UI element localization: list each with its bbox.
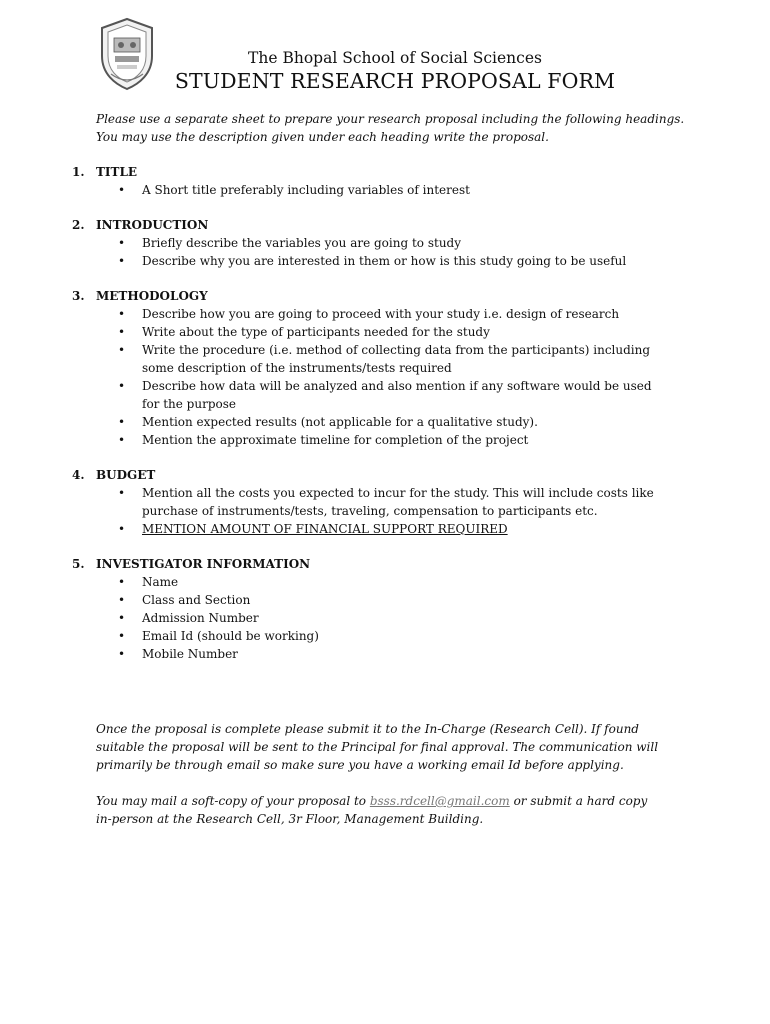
- bullet-list: [72, 305, 692, 449]
- bullet-list: [72, 573, 692, 663]
- list-item: • Mention all the costs you expected to incur for the study. This will include costs like purchase of instruments/tests, traveling, compensation to participants etc.: [72, 484, 662, 520]
- section-methodology: [72, 287, 692, 449]
- section-number: 4.: [72, 468, 85, 482]
- bullet-list: [72, 181, 692, 199]
- section-number: 3.: [72, 289, 85, 303]
- school-name: The Bhopal School of Social Sciences: [248, 49, 542, 67]
- list-item: • Mobile Number: [72, 645, 662, 663]
- section-introduction: [72, 216, 692, 270]
- intro-instructions: [96, 110, 696, 146]
- section-number: 2.: [72, 218, 85, 232]
- list-item: • Mention expected results (not applicable for a qualitative study).: [72, 413, 662, 431]
- intro-line: You may use the description given under each heading write the proposal.: [96, 130, 549, 144]
- submission-note: Once the proposal is complete please submit it to the In-Charge (Research Cell). If found suitable the proposal will be sent to the Principal for final approval. The communication will primarily be through email so make sure you have a working email Id before applying.: [96, 722, 659, 772]
- contact-note: You may mail a soft-copy of your proposal to bsss.rdcell@gmail.com or submit a hard copy in-person at the Research Cell, 3r Floor, Management Building.: [96, 794, 648, 826]
- intro-line: Please use a separate sheet to prepare your research proposal including the following headings.: [96, 112, 685, 126]
- document-header: [170, 48, 620, 94]
- form-title: STUDENT RESEARCH PROPOSAL FORM: [174, 69, 616, 93]
- list-item: • Name: [72, 573, 662, 591]
- list-item: • Email Id (should be working): [72, 627, 662, 645]
- list-item: • Class and Section: [72, 591, 662, 609]
- bullet-list: [72, 234, 692, 270]
- list-item: • Write about the type of participants needed for the study: [72, 323, 662, 341]
- proposal-sections: [72, 163, 692, 680]
- bullet-list: [72, 484, 692, 538]
- list-item: • Admission Number: [72, 609, 662, 627]
- section-budget: [72, 466, 692, 538]
- section-heading: BUDGET: [96, 468, 156, 482]
- section-number: 5.: [72, 557, 85, 571]
- section-heading: INVESTIGATOR INFORMATION: [96, 557, 311, 571]
- list-item: • Briefly describe the variables you are going to study: [72, 234, 662, 252]
- section-investigator-information: [72, 555, 692, 663]
- list-item: • Describe how you are going to proceed with your study i.e. design of research: [72, 305, 662, 323]
- section-number: 1.: [72, 165, 85, 179]
- list-item: • A Short title preferably including variables of interest: [72, 181, 662, 199]
- section-heading: TITLE: [96, 165, 138, 179]
- school-crest-logo-icon: [97, 16, 157, 92]
- list-item: • Describe how data will be analyzed and also mention if any software would be used for the purpose: [72, 377, 662, 413]
- closing-notes: [96, 720, 666, 846]
- email-link[interactable]: bsss.rdcell@gmail.com: [369, 794, 510, 808]
- list-item: • Mention the approximate timeline for completion of the project: [72, 431, 662, 449]
- section-title: [72, 163, 692, 199]
- section-heading: INTRODUCTION: [96, 218, 209, 232]
- list-item: • Write the procedure (i.e. method of collecting data from the participants) including some description of the instruments/tests required: [72, 341, 662, 377]
- list-item: • MENTION AMOUNT OF FINANCIAL SUPPORT REQUIRED: [72, 520, 662, 538]
- section-heading: METHODOLOGY: [96, 289, 208, 303]
- list-item: • Describe why you are interested in them or how is this study going to be useful: [72, 252, 662, 270]
